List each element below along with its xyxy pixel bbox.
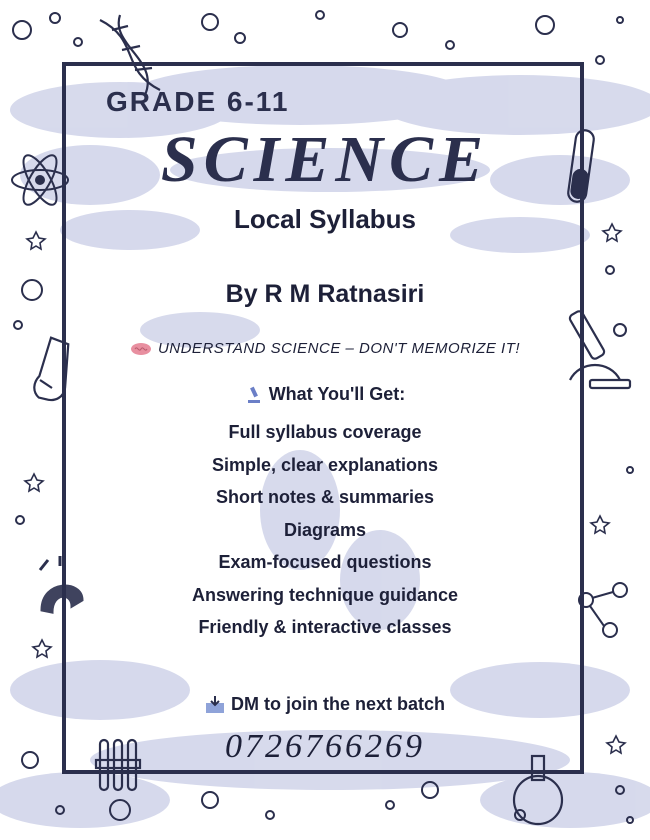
call-to-action-text: DM to join the next batch [231, 694, 445, 714]
feature-item: Full syllabus coverage [228, 422, 422, 442]
feature-list-heading [0, 384, 650, 405]
feature-item: Friendly & interactive classes [198, 617, 452, 637]
poster-title: SCIENCE [160, 123, 490, 196]
brain-icon [130, 342, 152, 356]
author-name: By R M Ratnasiri [225, 280, 425, 308]
tagline-text: UNDERSTAND SCIENCE – DON'T MEMORIZE IT! [157, 340, 521, 357]
feature-item: Short notes & summaries [215, 487, 435, 507]
feature-list [0, 416, 650, 644]
tagline [0, 340, 650, 357]
poster-subtitle: Local Syllabus [233, 204, 417, 234]
feature-item: Diagrams [283, 519, 367, 540]
feature-item: Answering technique guidance [191, 584, 459, 605]
call-to-action [0, 694, 650, 715]
inbox-icon [205, 696, 225, 714]
microscope-icon [245, 386, 263, 404]
grade-label: GRADE 6-11 [106, 86, 290, 117]
feature-item: Exam-focused questions [218, 552, 432, 572]
phone-number: 0726766269 [225, 728, 425, 765]
feature-list-heading-text: What You'll Get: [268, 384, 406, 404]
feature-item: Simple, clear explanations [211, 454, 439, 475]
